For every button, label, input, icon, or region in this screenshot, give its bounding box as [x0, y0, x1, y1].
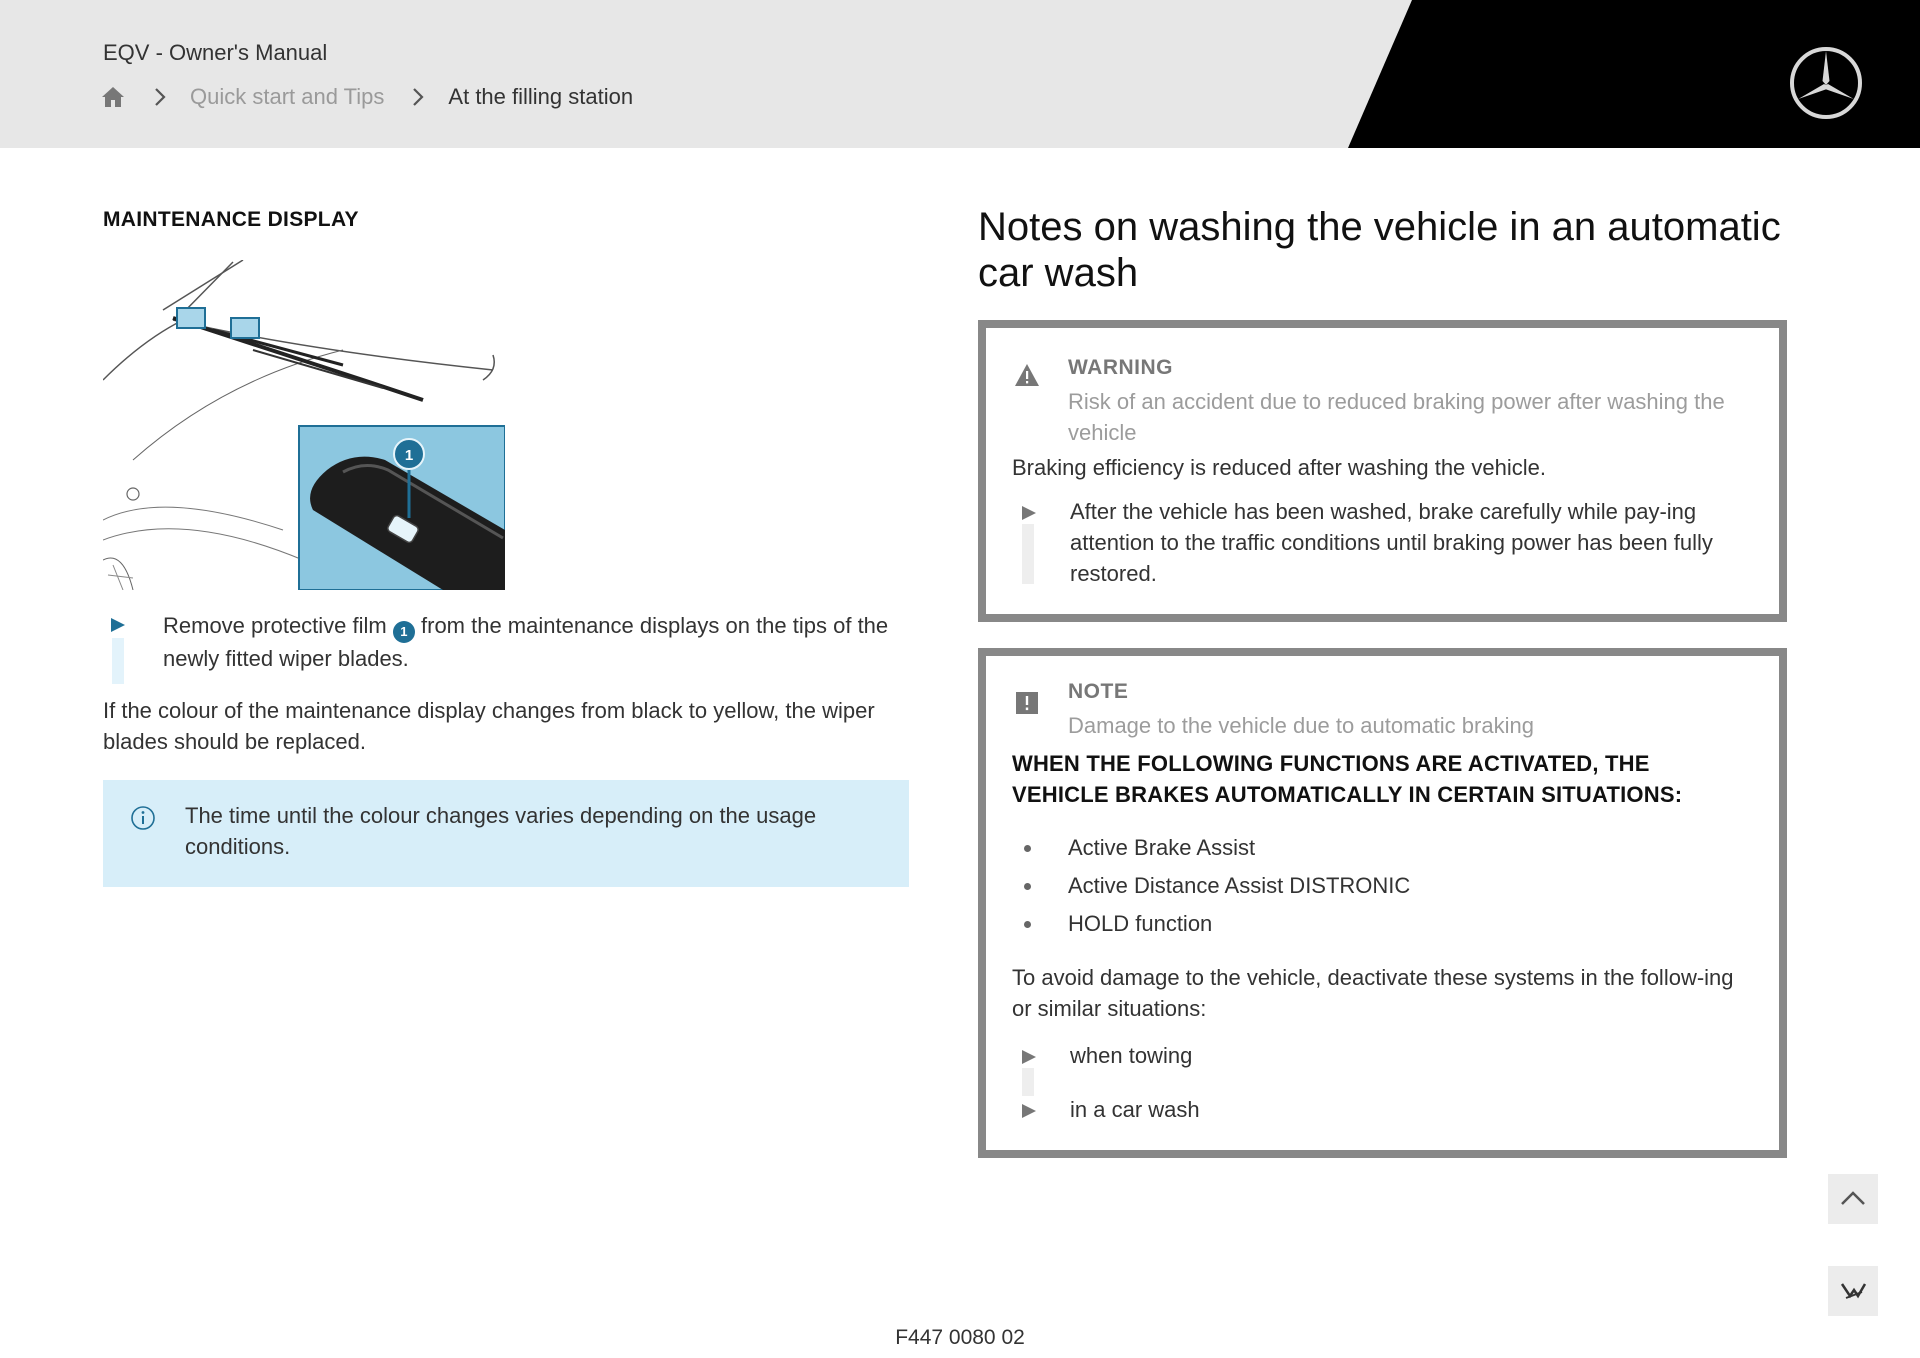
play-arrow-icon	[1022, 506, 1036, 520]
info-text: The time until the colour changes varies depending on the usage conditions.	[185, 803, 817, 859]
exclamation-square-icon	[1014, 690, 1040, 716]
play-arrow-icon	[111, 618, 125, 632]
breadcrumb-current: At the filling station	[448, 84, 634, 109]
bullet-dot	[1024, 921, 1031, 928]
scroll-up-button[interactable]	[1828, 1174, 1878, 1224]
warning-triangle-icon	[1014, 362, 1040, 388]
bullet-item: Active Brake Assist	[1068, 835, 1256, 860]
bullet-dot	[1024, 845, 1031, 852]
note-subtitle: Damage to the vehicle due to automatic braking	[1068, 713, 1534, 738]
warning-subtitle: Risk of an accident due to reduced braking power after washing the vehicle	[1068, 389, 1725, 445]
bullet-item: HOLD function	[1068, 911, 1213, 936]
page-code: F447 0080 02	[895, 1326, 1025, 1349]
note-caps: WHEN THE FOLLOWING FUNCTIONS ARE ACTIVATED, THE VEHICLE BRAKES AUTOMATICALLY IN CERTAIN SITUATIONS:	[1012, 751, 1683, 807]
colour-note: If the colour of the maintenance display changes from black to yellow, the wiper blades should be replaced.	[103, 698, 875, 754]
play-arrow-icon	[1022, 1050, 1036, 1064]
warning-box	[978, 320, 1787, 622]
step-text-after: from the maintenance displays on the tips of the newly fitted wiper blades.	[163, 613, 889, 671]
header-black-panel	[0, 0, 1920, 148]
warning-label: WARNING	[1068, 356, 1173, 379]
step-bar	[112, 638, 124, 684]
chevron-up-icon	[1828, 1174, 1878, 1224]
info-box	[103, 780, 909, 887]
note-box	[978, 648, 1787, 1158]
note-step: when towing	[1070, 1043, 1193, 1068]
note-label: NOTE	[1068, 680, 1129, 703]
info-icon	[130, 805, 156, 831]
page-header	[0, 0, 1920, 148]
chevron-right-icon	[406, 85, 430, 109]
home-icon[interactable]	[100, 85, 126, 109]
bullet-dot	[1024, 883, 1031, 890]
publisher-logo-icon	[1828, 1266, 1878, 1316]
step-bar	[1022, 1068, 1034, 1096]
step-bar	[1022, 524, 1034, 584]
warning-body: Braking efficiency is reduced after washing the vehicle.	[1012, 455, 1546, 480]
warning-step: After the vehicle has been washed, brake carefully while pay-ing attention to the traffic conditions until braking power has been fully restored.	[1070, 499, 1713, 586]
play-arrow-icon	[1022, 1104, 1036, 1118]
section-heading: MAINTENANCE DISPLAY	[103, 208, 359, 231]
publisher-logo-button[interactable]	[1828, 1266, 1878, 1316]
bullet-item: Active Distance Assist DISTRONIC	[1068, 873, 1411, 898]
callout-badge: 1	[393, 621, 415, 643]
page-title: Notes on washing the vehicle in an automatic car wash	[978, 205, 1781, 295]
step-text	[163, 610, 913, 675]
note-step: in a car wash	[1070, 1097, 1200, 1122]
document-title: EQV - Owner's Manual	[103, 40, 328, 65]
breadcrumb-quick-start[interactable]: Quick start and Tips	[190, 84, 385, 109]
illustration-callout: 1	[404, 447, 414, 464]
three-pointed-star-logo	[1788, 45, 1864, 121]
step-text-before: Remove protective film	[163, 613, 387, 638]
chevron-right-icon	[148, 85, 172, 109]
instruction-step	[103, 610, 913, 675]
note-avoid-text: To avoid damage to the vehicle, deactivate these systems in the follow-ing or similar situations:	[1012, 965, 1734, 1021]
breadcrumb	[100, 82, 633, 112]
wiper-illustration	[103, 260, 505, 590]
